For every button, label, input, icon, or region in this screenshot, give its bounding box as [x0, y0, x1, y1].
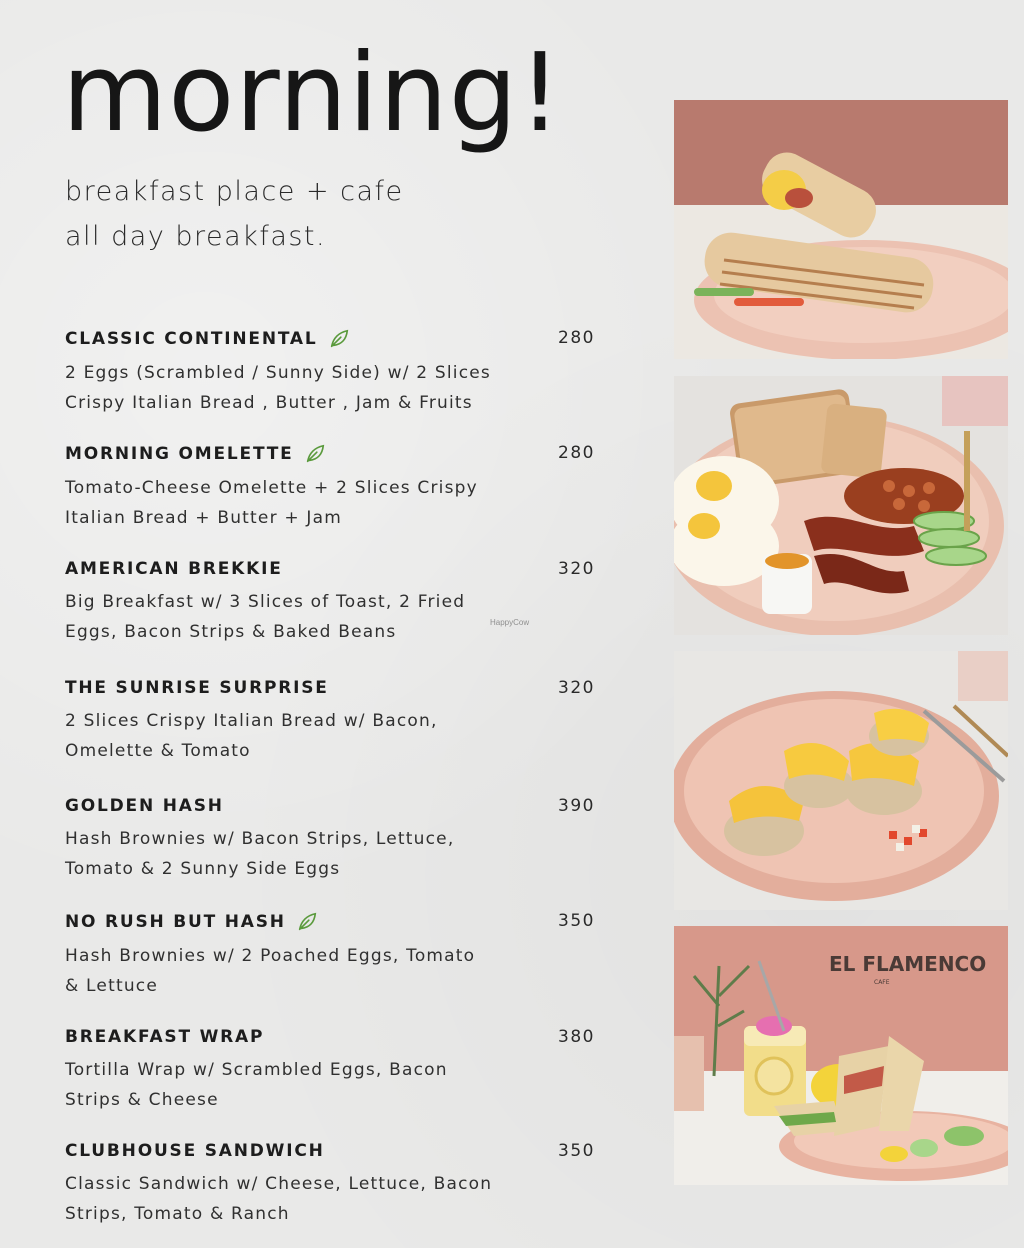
item-price: 350 [558, 1141, 595, 1161]
item-desc-line: Crispy Italian Bread , Butter , Jam & Fruits [65, 393, 473, 413]
item-desc-line: Tomato-Cheese Omelette + 2 Slices Crispy [65, 478, 478, 498]
menu-item [65, 1141, 595, 1229]
item-desc-line: Omelette & Tomato [65, 741, 251, 761]
item-desc-line: & Lettuce [65, 976, 159, 996]
leaf-icon [296, 911, 318, 933]
item-desc-line: 2 Eggs (Scrambled / Sunny Side) w/ 2 Slices [65, 363, 491, 383]
item-desc-line: 2 Slices Crispy Italian Bread w/ Bacon, [65, 711, 438, 731]
item-name: THE SUNRISE SURPRISE [65, 678, 329, 698]
leaf-icon [304, 443, 326, 465]
item-desc-line: Strips, Tomato & Ranch [65, 1204, 290, 1224]
item-description [65, 941, 515, 1001]
item-description [65, 473, 515, 533]
menu-item [65, 678, 595, 766]
menu-item [65, 911, 595, 1001]
menu-item [65, 559, 595, 647]
item-description [65, 1169, 515, 1229]
item-price: 320 [558, 678, 595, 698]
item-desc-line: Eggs, Bacon Strips & Baked Beans [65, 622, 397, 642]
item-description [65, 706, 515, 766]
item-desc-line: Tomato & 2 Sunny Side Eggs [65, 859, 341, 879]
menu-item [65, 796, 595, 884]
sign-text: EL FLAMENCO [829, 952, 987, 976]
item-desc-line: Hash Brownies w/ 2 Poached Eggs, Tomato [65, 946, 476, 966]
subtitle-line-2: all day breakfast. [65, 221, 327, 252]
photo-breakfast-wrap [674, 100, 1008, 359]
item-desc-line: Italian Bread + Butter + Jam [65, 508, 342, 528]
item-price: 390 [558, 796, 595, 816]
subtitle-line-1: breakfast place + cafe [65, 176, 404, 207]
item-price: 350 [558, 911, 595, 931]
item-price: 280 [558, 328, 595, 348]
leaf-icon [328, 328, 350, 350]
menu-item [65, 443, 595, 533]
item-description [65, 587, 515, 647]
menu-item [65, 1027, 595, 1115]
item-price: 280 [558, 443, 595, 463]
item-description [65, 1055, 515, 1115]
item-name: CLUBHOUSE SANDWICH [65, 1141, 325, 1161]
photo-american-brekkie [674, 376, 1008, 635]
item-price: 380 [558, 1027, 595, 1047]
item-description [65, 358, 515, 418]
item-desc-line: Big Breakfast w/ 3 Slices of Toast, 2 Fried [65, 592, 466, 612]
photo-clubhouse-sandwich [674, 926, 1008, 1185]
item-name: MORNING OMELETTE [65, 444, 294, 464]
item-price: 320 [558, 559, 595, 579]
item-desc-line: Tortilla Wrap w/ Scrambled Eggs, Bacon [65, 1060, 448, 1080]
item-desc-line: Hash Brownies w/ Bacon Strips, Lettuce, [65, 829, 455, 849]
photo-sunrise-surprise [674, 651, 1008, 910]
sign-subtext: CAFE [874, 979, 890, 986]
item-name: GOLDEN HASH [65, 796, 224, 816]
item-name: NO RUSH BUT HASH [65, 912, 286, 932]
item-description [65, 824, 515, 884]
item-name: AMERICAN BREKKIE [65, 559, 283, 579]
menu-item [65, 328, 595, 418]
item-desc-line: Classic Sandwich w/ Cheese, Lettuce, Bacon [65, 1174, 493, 1194]
item-name: BREAKFAST WRAP [65, 1027, 265, 1047]
page-title: morning! [62, 31, 563, 156]
item-name: CLASSIC CONTINENTAL [65, 329, 318, 349]
item-desc-line: Strips & Cheese [65, 1090, 219, 1110]
watermark: HappyCow [490, 618, 530, 627]
